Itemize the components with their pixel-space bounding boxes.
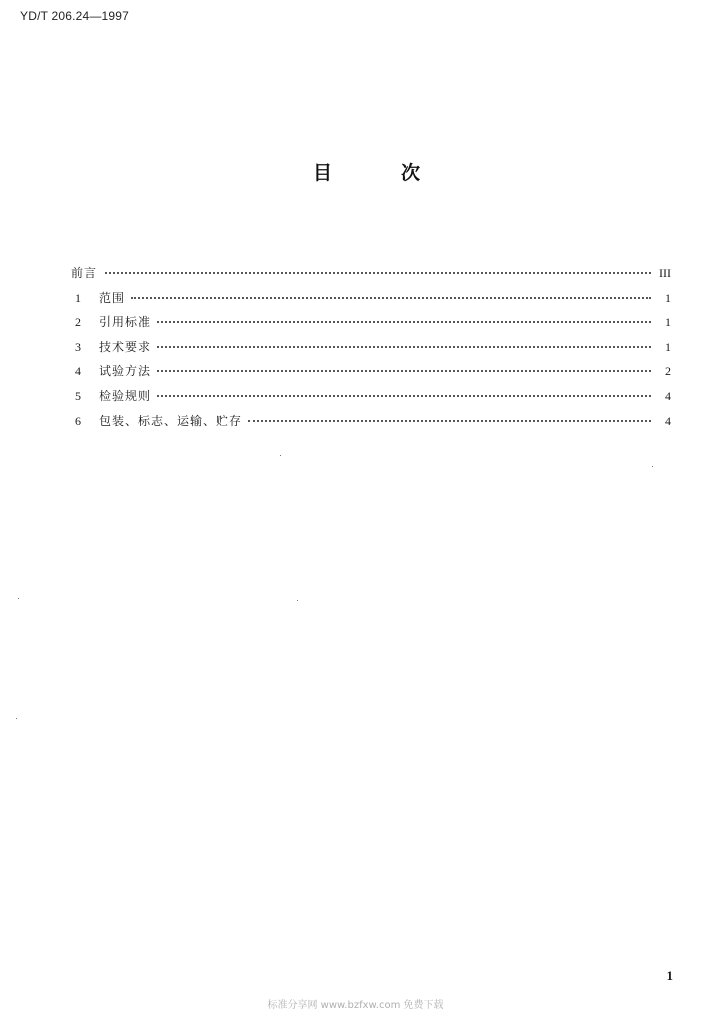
toc-leader-dots	[157, 395, 651, 397]
toc-entry-4[interactable]	[71, 363, 671, 388]
toc-entry-6[interactable]	[71, 413, 671, 438]
toc-entry-label: 包装、标志、运输、贮存	[99, 413, 243, 428]
page-number: 1	[666, 968, 673, 983]
toc-title-char-1: 目	[313, 162, 333, 184]
toc-leader-dots	[157, 321, 651, 323]
toc-entry-page: 1	[665, 339, 671, 354]
toc-entry-page: 1	[665, 290, 671, 305]
toc-entry-page: 1	[665, 315, 671, 330]
toc-leader-dots	[105, 272, 651, 274]
scan-speck	[18, 598, 19, 599]
toc-leader-dots	[157, 346, 651, 348]
toc-entry-label: 范围	[99, 290, 126, 305]
toc-leader-dots	[248, 420, 651, 422]
toc-entry-number: 4	[75, 364, 81, 379]
toc-entry-number: 2	[75, 315, 81, 330]
toc-entry-label: 技术要求	[99, 339, 152, 354]
toc-entry-label: 检验规则	[99, 388, 152, 403]
scan-speck	[652, 466, 653, 467]
toc-entry-page: III	[659, 266, 671, 280]
watermark: 标准分享网 www.bzfxw.com 免费下载	[267, 1000, 444, 1011]
toc-entry-3[interactable]	[71, 339, 671, 364]
toc-entry-number: 6	[75, 413, 81, 428]
toc-entry-label: 试验方法	[99, 364, 152, 379]
toc-title	[0, 158, 711, 184]
toc-entry-page: 4	[665, 388, 671, 403]
toc-entry-label: 引用标准	[99, 315, 152, 330]
table-of-contents	[71, 265, 671, 437]
toc-entry-2[interactable]	[71, 314, 671, 339]
toc-entry-1[interactable]	[71, 290, 671, 315]
scan-speck	[297, 600, 298, 601]
toc-entry-number: 3	[75, 339, 81, 354]
toc-leader-dots	[157, 370, 651, 372]
toc-entry-label: 前言	[71, 266, 98, 280]
standard-number: YD/T 206.24—1997	[20, 9, 130, 23]
scan-speck	[280, 455, 281, 456]
toc-entry-5[interactable]	[71, 388, 671, 413]
toc-entry-number: 1	[75, 290, 81, 305]
toc-leader-dots	[131, 297, 651, 299]
toc-entry-number: 5	[75, 388, 81, 403]
toc-entry-page: 4	[665, 413, 671, 428]
scan-speck	[16, 718, 17, 719]
toc-entry-page: 2	[665, 364, 671, 379]
toc-title-char-2: 次	[401, 162, 421, 184]
toc-entry-preface[interactable]	[71, 265, 671, 290]
